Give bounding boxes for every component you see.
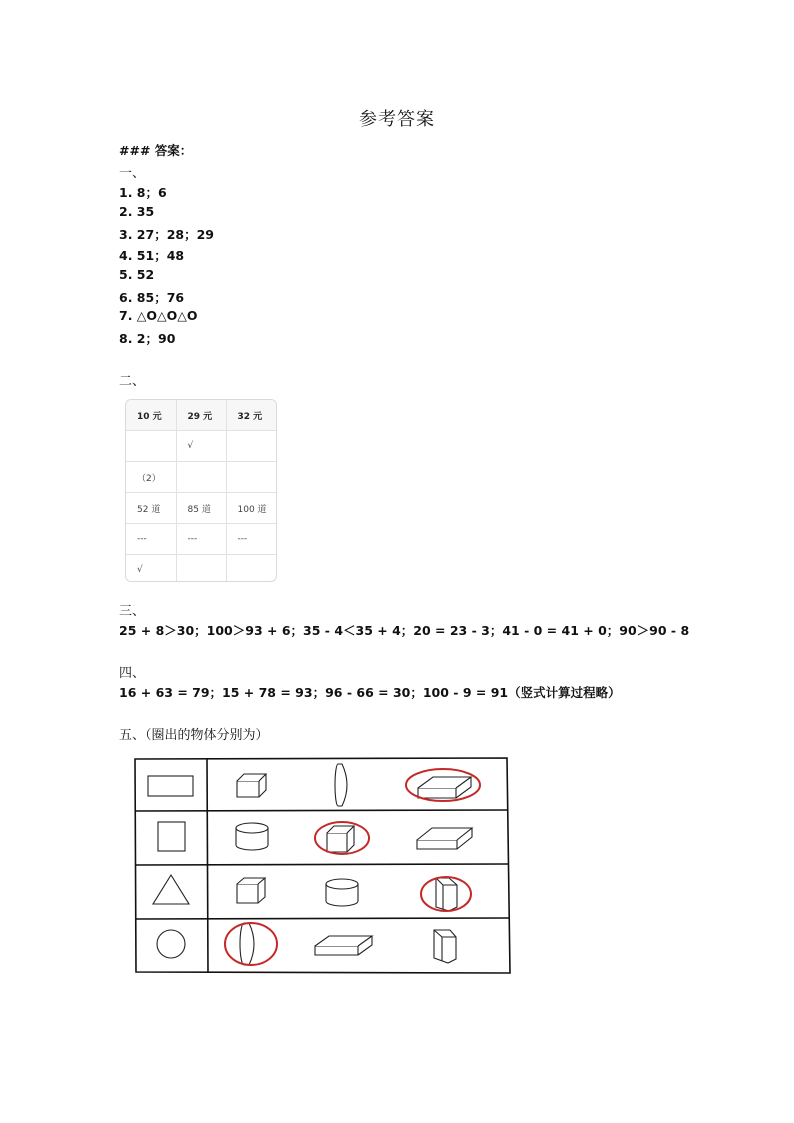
table-row (126, 493, 276, 524)
answer-item: 2. 35 (119, 204, 155, 219)
cylinder-icon (236, 823, 268, 850)
triangular-prism-icon (436, 878, 457, 911)
section-label-2: 二、 (119, 374, 146, 389)
table-row (126, 431, 276, 462)
cube-icon (237, 878, 265, 903)
table-cell: √ (126, 555, 176, 583)
section-label-3: 三、 (119, 604, 146, 619)
section-label-5: 五、（圈出的物体分别为） (119, 728, 269, 743)
table-header-cell: 32 元 (226, 400, 276, 431)
answer-item: 6. 85；76 (119, 290, 185, 305)
answer-item: 5. 52 (119, 267, 155, 282)
figure-row-divider (136, 918, 509, 919)
cube-icon (237, 774, 266, 797)
triangular-prism-icon (434, 930, 456, 963)
section-label-4: 四、 (119, 666, 146, 681)
square-shape (158, 822, 185, 851)
answer-item: 3. 27；28；29 (119, 227, 214, 242)
table-header-cell: 10 元 (126, 400, 176, 431)
cylinder-side-icon (240, 923, 254, 965)
table-cell: √ (176, 431, 226, 462)
answer-item: 1. 8；6 (119, 185, 167, 200)
table-cell: --- (126, 524, 176, 555)
table-cell: 52 道 (126, 493, 176, 524)
figure-row-divider (135, 864, 509, 865)
section-label-1: 一、 (119, 166, 146, 181)
flat-box-icon (418, 777, 471, 798)
calculation-answers: 16 + 63 = 79；15 + 78 = 93；96 - 66 = 30；100 - 9 = 91（竖式计算过程略） (119, 685, 621, 700)
table-header-cell: 29 元 (176, 400, 226, 431)
circle-shape (157, 930, 185, 958)
comparison-answers: 25 + 8＞30；100＞93 + 6；35 - 4＜35 + 4；20 = 23 - 3；41 - 0 = 41 + 0；90＞90 - 8 (119, 623, 690, 638)
table-cell: 100 道 (226, 493, 276, 524)
table-cell: （2） (126, 462, 176, 493)
answer-item: 7. △O△O△O (119, 308, 198, 323)
table-cell (226, 431, 276, 462)
table-cell (176, 555, 226, 583)
flat-box-icon (417, 828, 472, 849)
table-header-row (126, 400, 276, 431)
answer-heading: ### 答案： (119, 143, 193, 158)
table-cell: 85 道 (176, 493, 226, 524)
shape-matching-figure (130, 753, 514, 978)
flat-box-icon (315, 936, 372, 955)
table-cell (176, 462, 226, 493)
cylinder-side-icon (335, 764, 347, 806)
page-title: 参考答案 (359, 109, 435, 130)
table-cell: --- (226, 524, 276, 555)
table-row (126, 524, 276, 555)
figure-row-divider (135, 810, 508, 811)
answer-table (125, 399, 277, 582)
rectangle-shape (148, 776, 193, 796)
answer-item: 4. 51；48 (119, 248, 185, 263)
triangle-shape (153, 875, 189, 904)
table-row (126, 462, 276, 493)
table-cell (226, 462, 276, 493)
table-cell: --- (176, 524, 226, 555)
table-row (126, 555, 276, 583)
answer-item: 8. 2；90 (119, 331, 176, 346)
cylinder-icon (326, 879, 358, 906)
table-cell (226, 555, 276, 583)
table-cell (126, 431, 176, 462)
cube-icon (327, 826, 354, 852)
